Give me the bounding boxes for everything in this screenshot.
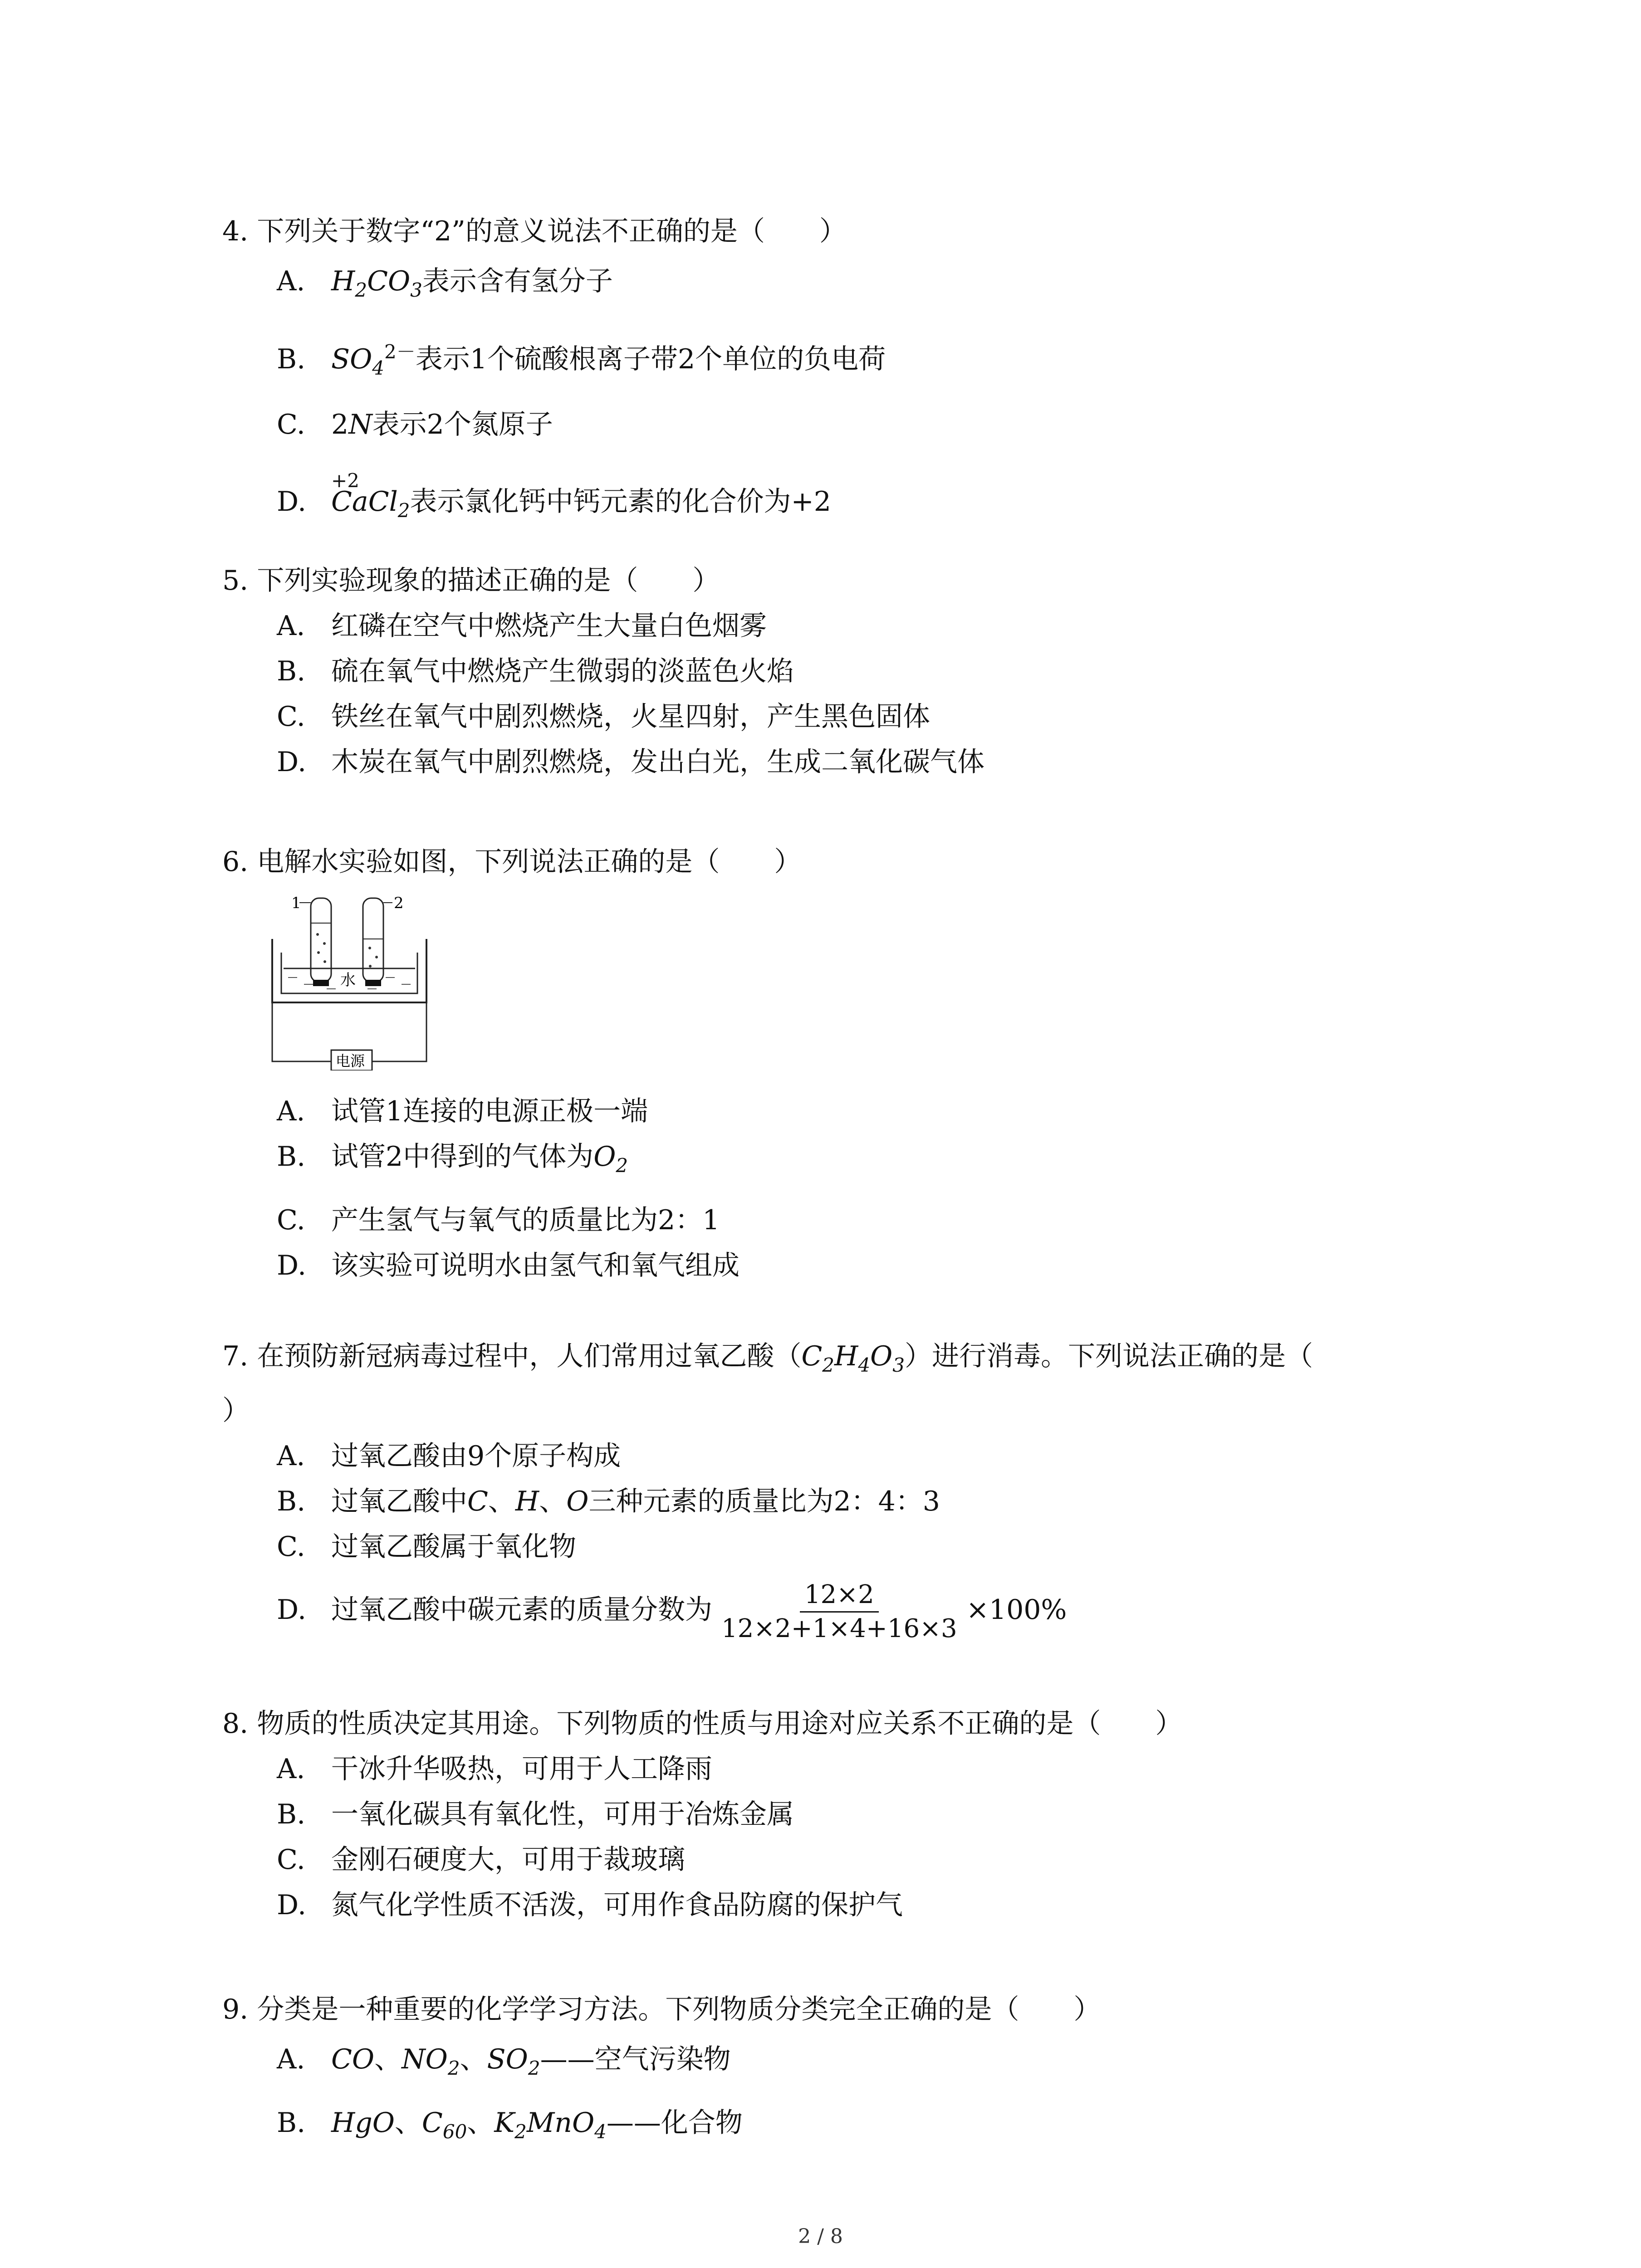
tube-2-label: 2 bbox=[394, 894, 404, 912]
question-7-stem: 7. 在预防新冠病毒过程中，人们常用过氧乙酸$(C_2H_4O_3)$进行消毒。下列说法正确的是（ bbox=[222, 1340, 1313, 1376]
question-6-stem: 6. 电解水实验如图，下列说法正确的是（ ） bbox=[222, 846, 802, 878]
question-5-option-b: B. 硫在氧气中燃烧产生微弱的淡蓝色火焰 bbox=[277, 655, 794, 687]
wire-right bbox=[372, 1002, 426, 1061]
question-9-option-a: A. CO、$NO_2$、$SO_2——$空气污染物 bbox=[277, 2043, 731, 2079]
question-4-stem: 4. 下列关于数字“2”的意义说法不正确的是（ ） bbox=[222, 215, 847, 247]
wire-left bbox=[272, 1002, 331, 1061]
question-8-option-b: B. 一氧化碳具有氧化性，可用于冶炼金属 bbox=[277, 1799, 794, 1830]
question-4-option-b: B. $SO_4^{2-}$表示1个硫酸根离子带2个单位的负电荷 bbox=[277, 341, 886, 379]
question-4-option-a: A. $H_2CO_3$表示含有氢分子 bbox=[277, 265, 613, 301]
question-9 bbox=[222, 1987, 1101, 2155]
question-7-option-c: C. 过氧乙酸属于氧化物 bbox=[277, 1531, 576, 1563]
question-7-option-a: A. 过氧乙酸由9个原子构成 bbox=[277, 1440, 621, 1472]
question-5-option-d: D. 木炭在氧气中剧烈燃烧，发出白光，生成二氧化碳气体 bbox=[277, 746, 985, 778]
question-5-option-a: A. 红磷在空气中燃烧产生大量白色烟雾 bbox=[277, 610, 767, 642]
water-label: 水 bbox=[340, 971, 356, 989]
test-tube-2 bbox=[363, 898, 383, 982]
power-source-label: 电源 bbox=[336, 1052, 365, 1070]
question-5-stem: 5. 下列实验现象的描述正确的是（ ） bbox=[222, 565, 720, 596]
question-6-option-c: C. 产生氢气与氧气的质量比为2：1 bbox=[277, 1204, 720, 1236]
formula-h2co3: $H_2CO_3$ bbox=[331, 265, 422, 301]
question-9-stem: 9. 分类是一种重要的化学学习方法。下列物质分类完全正确的是（ ） bbox=[222, 1994, 1101, 2025]
question-7-option-d: D. 过氧乙酸中碳元素的质量分数为 $\frac{12\times 2}{12\times 2+1\times 4+16\times 3}$ ×100% bbox=[222, 1579, 1313, 1645]
page-number: 2 / 8 bbox=[798, 2225, 843, 2248]
question-4-option-c: C. 2N表示2个氮原子 bbox=[277, 409, 553, 440]
formula-o2: $O_2$ bbox=[593, 1141, 628, 1177]
question-7-stem-line2: ） bbox=[222, 1395, 250, 1427]
question-8-option-d: D. 氮气化学性质不活泼，可用作食品防腐的保护气 bbox=[277, 1889, 903, 1921]
question-5 bbox=[222, 558, 985, 785]
electrode-1 bbox=[313, 980, 329, 986]
question-5-option-c: C. 铁丝在氧气中剧烈燃烧，火星四射，产生黑色固体 bbox=[277, 701, 930, 733]
question-7-option-b: B. 过氧乙酸中C、H、O三种元素的质量比为2：4：3 bbox=[277, 1486, 940, 1517]
question-6-option-d: D. 该实验可说明水由氢气和氧气组成 bbox=[277, 1250, 740, 1281]
formula-c2h4o3: $C_2H_4O_3$ bbox=[801, 1340, 905, 1376]
question-8 bbox=[222, 1701, 1182, 1928]
question-6-option-b: B. 试管2中得到的气体为$O_2$ bbox=[277, 1141, 628, 1177]
question-6 bbox=[222, 839, 801, 885]
mass-fraction-formula: $\frac{12\times 2}{12\times 2+1\times 4+16\times 3}$ bbox=[717, 1579, 962, 1645]
question-8-option-c: C. 金刚石硬度大，可用于裁玻璃 bbox=[277, 1844, 685, 1876]
question-7 bbox=[222, 1334, 1313, 1645]
formula-2n: 2N bbox=[331, 409, 372, 440]
electrolysis-diagram bbox=[268, 889, 440, 1070]
question-9-option-b: B. HgO、$C_{60}$、$K_2MnO_4——$化合物 bbox=[277, 2107, 743, 2143]
question-4-option-d: D. +2 CaCl$_2$表示氯化钙中钙元素的化合价为+2 bbox=[222, 479, 886, 533]
question-8-stem: 8. 物质的性质决定其用途。下列物质的性质与用途对应关系不正确的是（ ） bbox=[222, 1708, 1183, 1740]
bubbles-tube-1 bbox=[316, 933, 326, 963]
question-6-options bbox=[222, 1089, 740, 1288]
bubbles-tube-2 bbox=[368, 947, 378, 968]
formula-cacl2-valence: +2 Ca bbox=[331, 469, 368, 518]
question-6-option-a: A. 试管1连接的电源正极一端 bbox=[277, 1095, 648, 1127]
tube-1-label: 1 bbox=[291, 894, 301, 912]
question-4 bbox=[222, 209, 886, 533]
test-tube-1 bbox=[311, 898, 331, 982]
electrode-2 bbox=[365, 980, 381, 986]
formula-so4-ion: $SO_4^{2-}$ bbox=[331, 341, 416, 379]
question-8-option-a: A. 干冰升华吸热，可用于人工降雨 bbox=[277, 1753, 712, 1785]
